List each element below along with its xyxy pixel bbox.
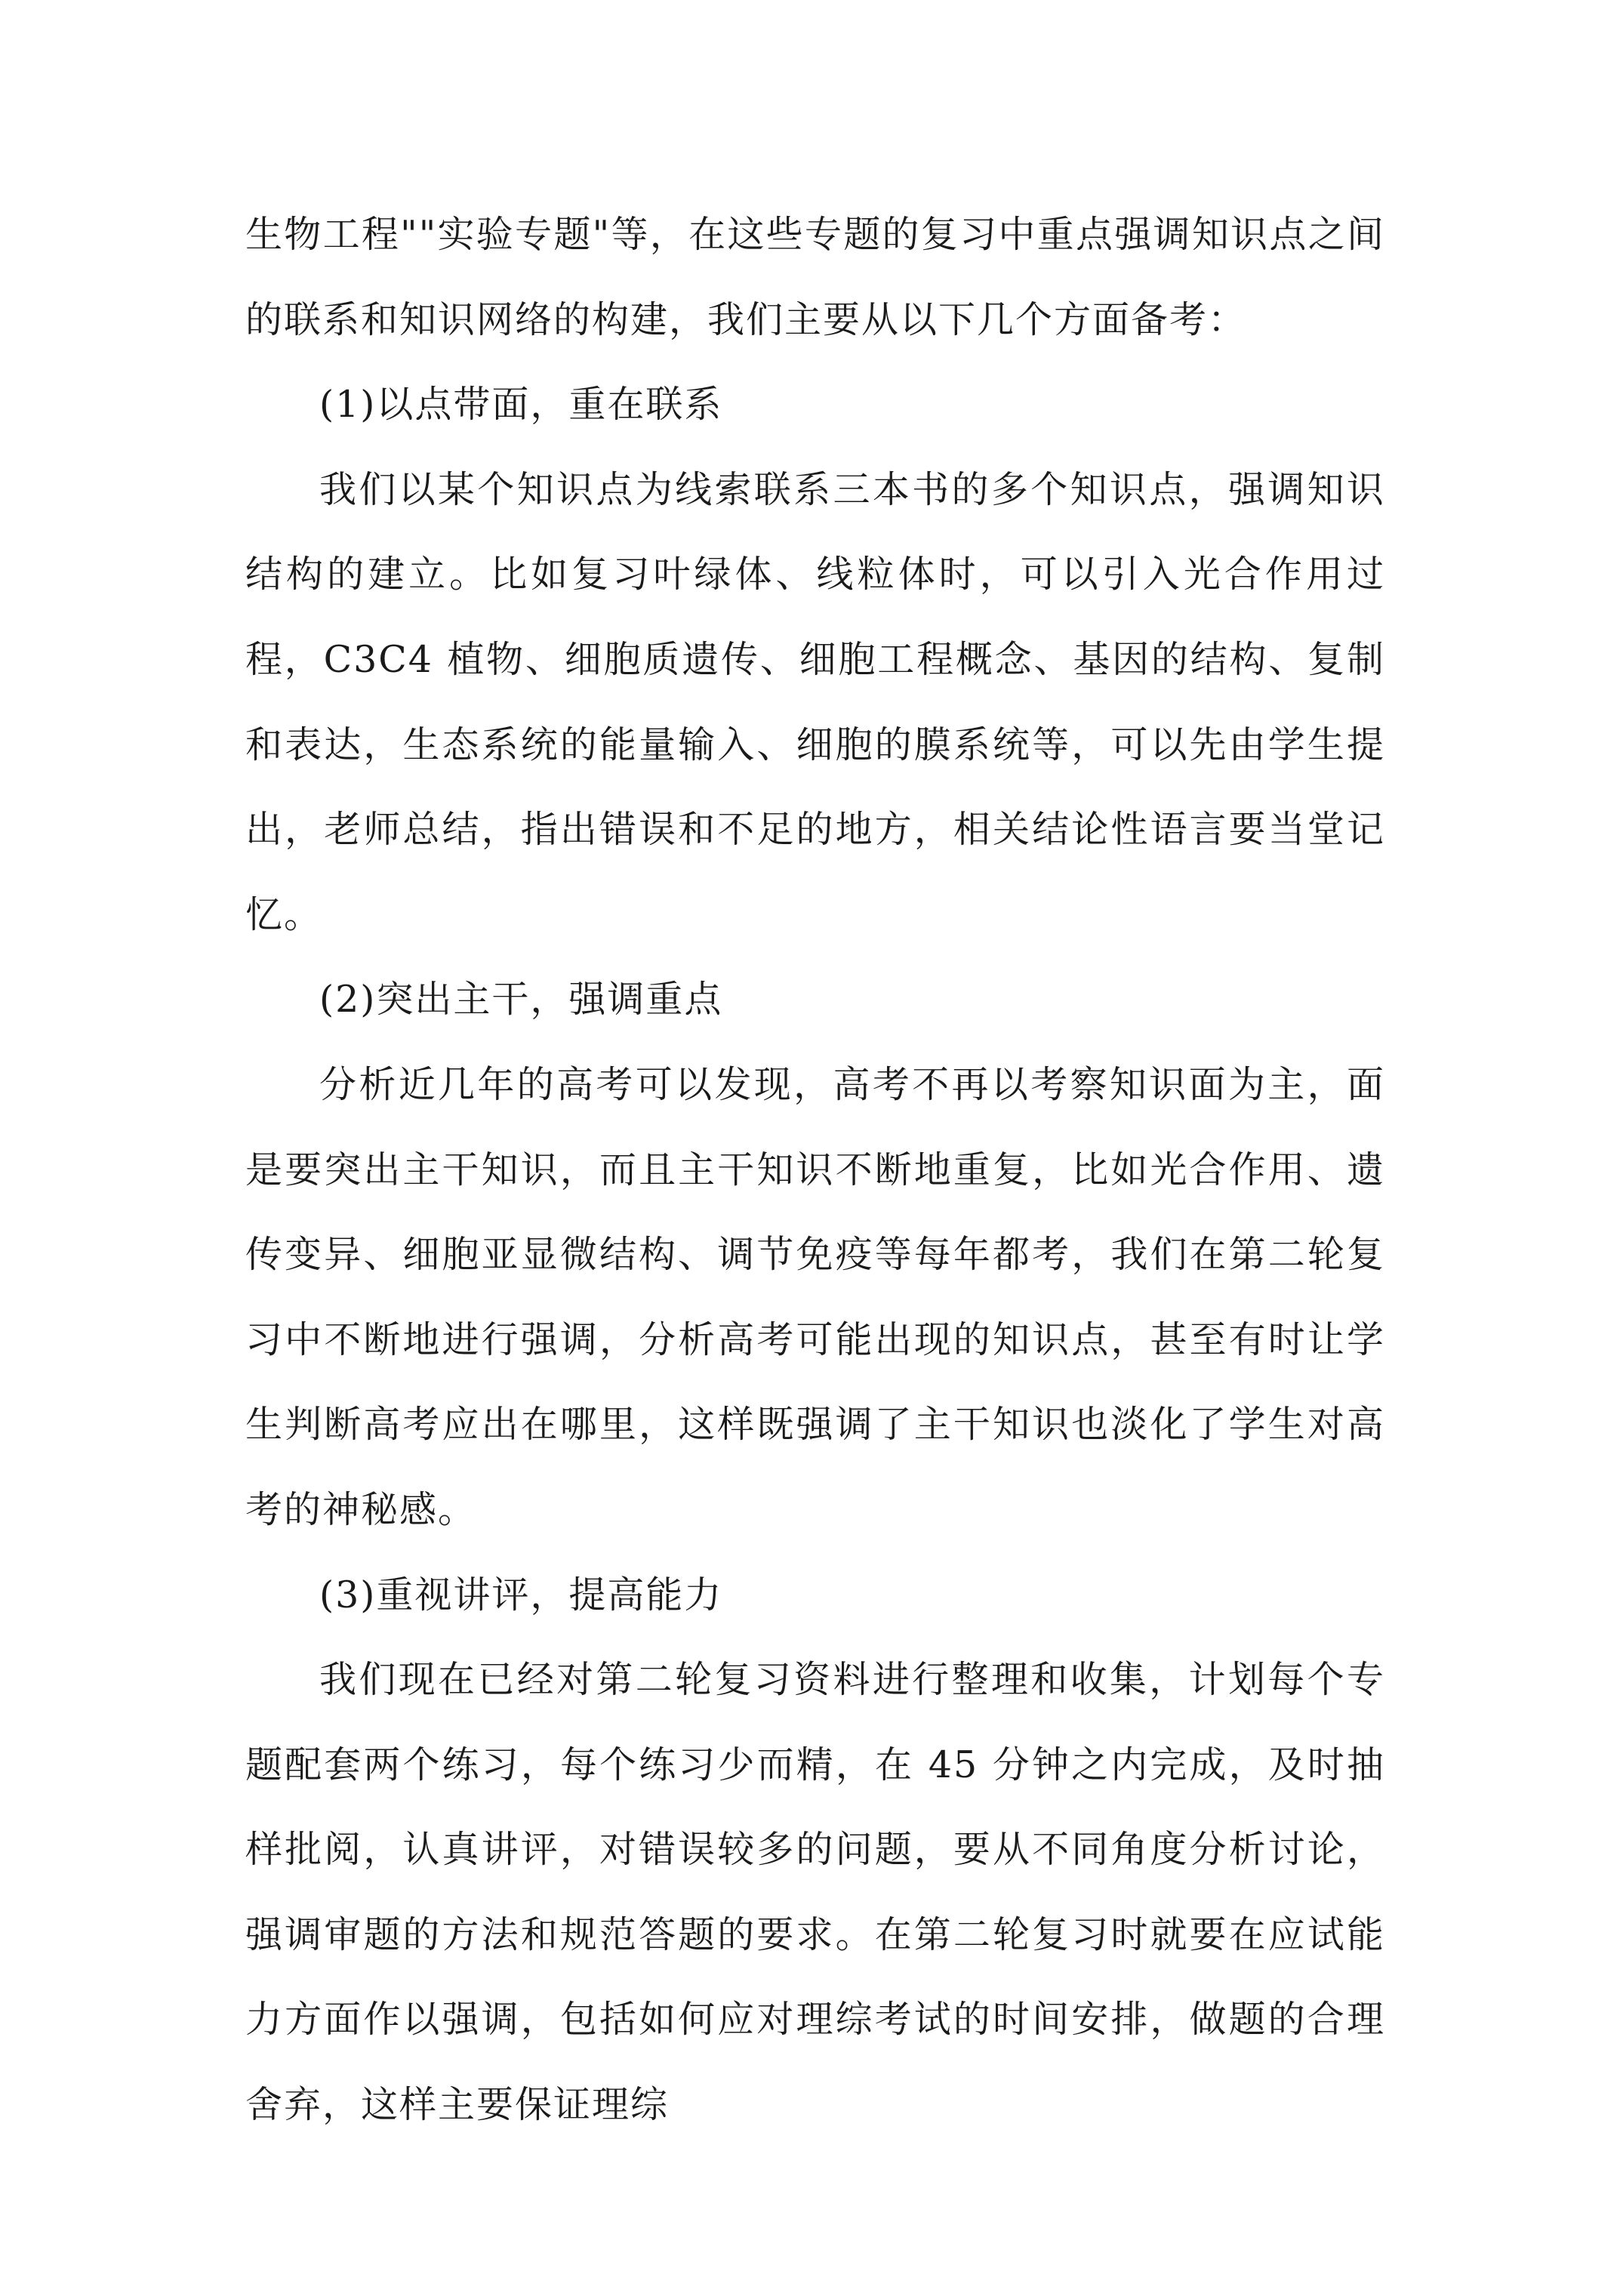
section-heading-1: (1)以点带面，重在联系 [319,383,723,427]
section-heading-3: (3)重视讲评，提高能力 [319,1573,723,1616]
paragraph-section-1: 我们以某个知识点为线索联系三本书的多个知识点，强调知识结构的建立。比如复习叶绿体、线粒体时，可以引入光合作用过程，C3C4 植物、细胞质遗传、细胞工程概念、基因的结构、复制和表达，生态系统的能量输入、细胞的膜系统等，可以先由学生提出，老师总结，指出错误和不足的地方，相关结论性语言要当堂记忆。 [245,467,1385,936]
paragraph-section-3: 我们现在已经对第二轮复习资料进行整理和收集，计划每个专题配套两个练习，每个练习少而精，在 45 分钟之内完成，及时抽样批阅，认真讲评，对错误较多的问题，要从不同角度分析讨论，强调审题的方法和规范答题的要求。在第二轮复习时就要在应试能力方面作以强调，包括如何应对理综考试的时间安排，做题的合理舍弃，这样主要保证理综 [245,1658,1385,2127]
section-heading-2: (2)突出主干，强调重点 [319,978,723,1022]
document-body [245,193,1385,2148]
paragraph-continuation: 生物工程""实验专题"等，在这些专题的复习中重点强调知识点之间的联系和知识网络的构建，我们主要从以下几个方面备考： [245,213,1385,341]
paragraph-section-2: 分析近几年的高考可以发现，高考不再以考察知识面为主，面是要突出主干知识，而且主干知识不断地重复，比如光合作用、遗传变异、细胞亚显微结构、调节免疫等每年都考，我们在第二轮复习中不断地进行强调，分析高考可能出现的知识点，甚至有时让学生判断高考应出在哪里，这样既强调了主干知识也淡化了学生对高考的神秘感。 [245,1062,1385,1531]
